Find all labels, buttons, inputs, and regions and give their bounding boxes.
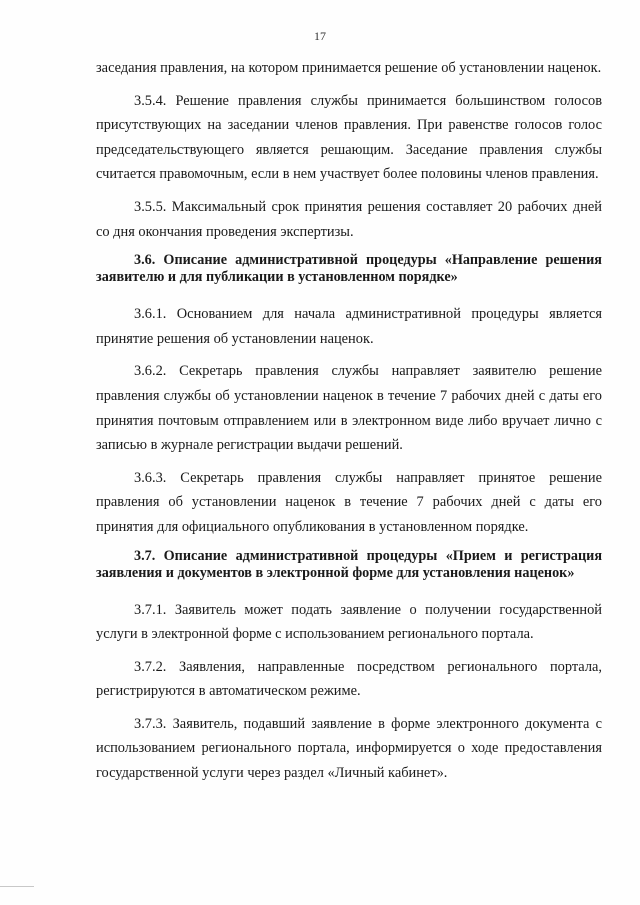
scan-edge-mark <box>0 886 34 887</box>
paragraph-3-6-2: 3.6.2. Секретарь правления службы направляет заявителю решение правления службы об установлении наценок в течение 7 рабочих дней с даты его принятия почтовым отправлением или в электронном виде либо вручает лично с записью в журнале регистрации выдачи решений. <box>96 363 602 454</box>
paragraph-3-5-5: 3.5.5. Максимальный срок принятия решения составляет 20 рабочих дней со дня окончания проведения экспертизы. <box>96 198 602 240</box>
paragraph-3-7-1: 3.7.1. Заявитель может подать заявление о получении государственной услуги в электронной форме с использованием регионального портала. <box>96 601 602 643</box>
paragraph-3-6-1: 3.6.1. Основанием для начала административной процедуры является принятие решения об установлении наценок. <box>96 306 602 347</box>
page-number: 17 <box>314 29 326 43</box>
paragraph-3-7-3: 3.7.3. Заявитель, подавший заявление в форме электронного документа с использованием регионального портала, информируется о ходе предоставления государственной услуги через раздел «Личный кабинет». <box>96 715 602 782</box>
paragraph-3-7-2: 3.7.2. Заявления, направленные посредством регионального портала, регистрируются в автоматическом режиме. <box>96 658 602 700</box>
document-body <box>96 56 602 786</box>
paragraph-3-6-3: 3.6.3. Секретарь правления службы направляет принятое решение правления об установлении наценок в течение 7 рабочих дней с даты его принятия для официального опубликования в установленном порядке. <box>96 469 602 535</box>
section-heading-3-7: 3.7. Описание административной процедуры «Прием и регистрация заявления и документов в электронной форме для установления наценок» <box>96 547 602 581</box>
section-heading-3-6: 3.6. Описание административной процедуры «Направление решения заявителю и для публикации в установленном порядке» <box>96 252 602 286</box>
paragraph-3-5-4: 3.5.4. Решение правления службы принимается большинством голосов присутствующих на заседании членов правления. При равенстве голосов голос председательствующего является решающим. Заседание правления службы считается правомочным, если в нем участвует более половины членов правления. <box>96 92 602 183</box>
paragraph-continuation: заседания правления, на котором принимается решение об установлении наценок. <box>96 60 602 76</box>
